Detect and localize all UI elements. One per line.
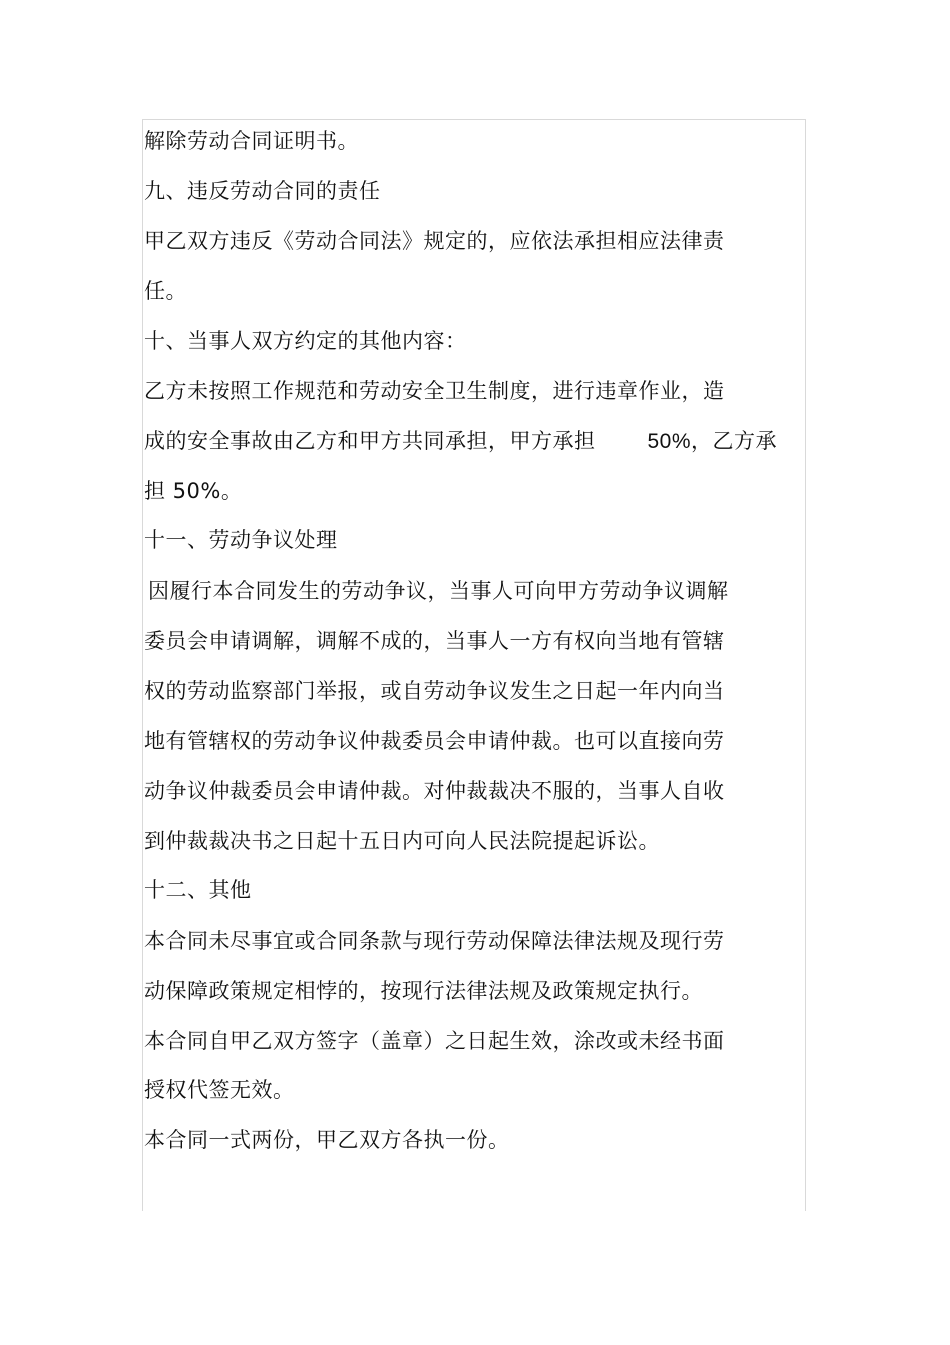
text-line-18: 动保障政策规定相悖的，按现行法律法规及政策规定执行。 [144, 979, 703, 1003]
text-line-6: 乙方未按照工作规范和劳动安全卫生制度，进行违章作业，造 [144, 379, 725, 403]
text-line-19: 本合同自甲乙双方签字（盖章）之日起生效，涂改或未经书面 [144, 1029, 725, 1053]
text-line-8: 担 50%。 [144, 479, 243, 503]
text-line-13: 地有管辖权的劳动争议仲裁委员会申请仲裁。也可以直接向劳 [144, 729, 725, 753]
text-line-20: 授权代签无效。 [144, 1078, 295, 1102]
text-line-17: 本合同未尽事宜或合同条款与现行劳动保障法律法规及现行劳 [144, 929, 725, 953]
text-line-7 [144, 421, 777, 461]
section-heading-11: 十一、劳动争议处理 [144, 528, 338, 552]
text-line-1: 解除劳动合同证明书。 [144, 129, 359, 153]
text-line-3: 甲乙双方违反《劳动合同法》规定的，应依法承担相应法律责 [144, 229, 725, 253]
text-line-7-part-1: 成的安全事故由乙方和甲方共同承担，甲方承担 [144, 429, 596, 453]
text-line-21: 本合同一式两份，甲乙双方各执一份。 [144, 1128, 510, 1152]
section-heading-9: 九、违反劳动合同的责任 [144, 179, 381, 203]
section-heading-12: 十二、其他 [144, 878, 252, 902]
text-line-4: 任。 [144, 279, 187, 303]
text-line-7-part-2: 50%，乙方承 [647, 430, 778, 453]
text-line-10: 因履行本合同发生的劳动争议，当事人可向甲方劳动争议调解 [148, 579, 729, 603]
section-heading-10: 十、当事人双方约定的其他内容： [144, 329, 467, 353]
text-line-11: 委员会申请调解，调解不成的，当事人一方有权向当地有管辖 [144, 629, 725, 653]
text-line-12: 权的劳动监察部门举报，或自劳动争议发生之日起一年内向当 [144, 679, 725, 703]
text-line-15: 到仲裁裁决书之日起十五日内可向人民法院提起诉讼。 [144, 829, 660, 853]
text-line-14: 动争议仲裁委员会申请仲裁。对仲裁裁决不服的，当事人自收 [144, 779, 725, 803]
